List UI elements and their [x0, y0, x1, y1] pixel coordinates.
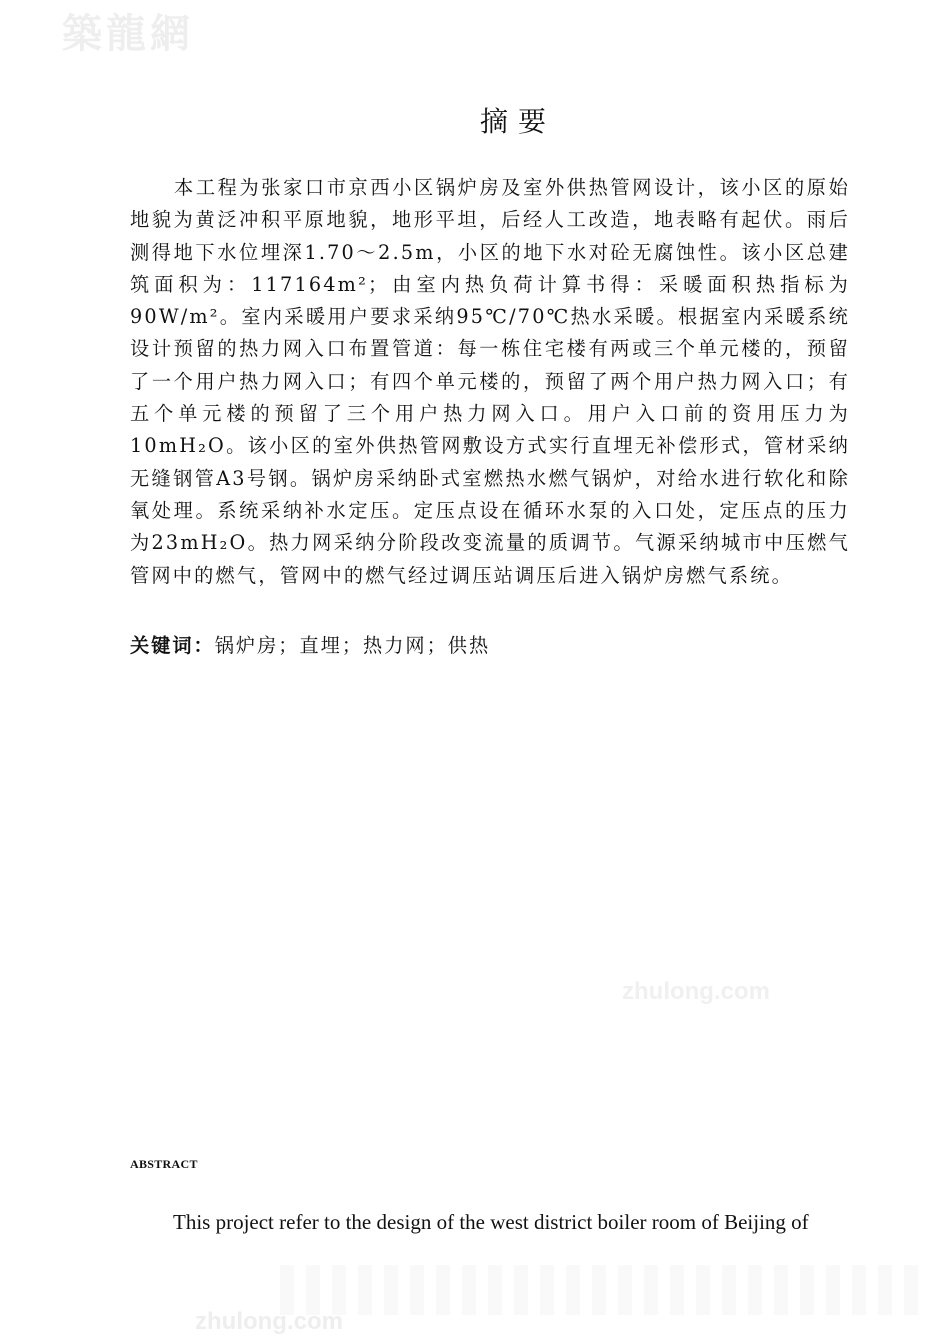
keywords-label: 关键词：: [130, 634, 215, 657]
page-title: 摘要: [479, 105, 556, 138]
keywords-value: 锅炉房；直埋；热力网；供热: [214, 634, 491, 657]
abstract-heading: ABSTRACT: [130, 1157, 198, 1171]
abstract-english: This project refer to the design of the west district boiler room of Beijing of: [173, 1210, 809, 1234]
watermark-top: 築龍網: [62, 10, 194, 57]
watermark-bars: [280, 1265, 920, 1315]
abstract-chinese: 本工程为张家口市京西小区锅炉房及室外供热管网设计，该小区的原始地貌为黄泛冲积平原地貌，地形平坦，后经人工改造，地表略有起伏。雨后测得地下水位埋深1.70～2.5m，小区的地下水对砼无腐蚀性。该小区总建筑面积为：117164m²；由室内热负荷计算书得：采暖面积热指标为90W/m²。室内采暖用户要求采纳95℃/70℃热水采暖。根据室内采暖系统设计预留的热力网入口布置管道：每一栋住宅楼有两或三个单元楼的，预留了一个用户热力网入口；有四个单元楼的，预留了两个用户热力网入口；有五个单元楼的预留了三个用户热力网入口。用户入口前的资用压力为10mH₂O。该小区的室外供热管网敷设方式实行直埋无补偿形式，管材采纳无缝钢管A3号钢。锅炉房采纳卧式室燃热水燃气锅炉，对给水进行软化和除氧处理。系统采纳补水定压。定压点设在循环水泵的入口处，定压点的压力为23mH₂O。热力网采纳分阶段改变流量的质调节。气源采纳城市中压燃气管网中的燃气，管网中的燃气经过调压站调压后进入锅炉房燃气系统。: [130, 176, 850, 587]
keywords-line: [130, 630, 490, 662]
watermark-bottom: zhulong.com: [195, 1308, 343, 1335]
watermark-middle: zhulong.com: [622, 978, 770, 1005]
